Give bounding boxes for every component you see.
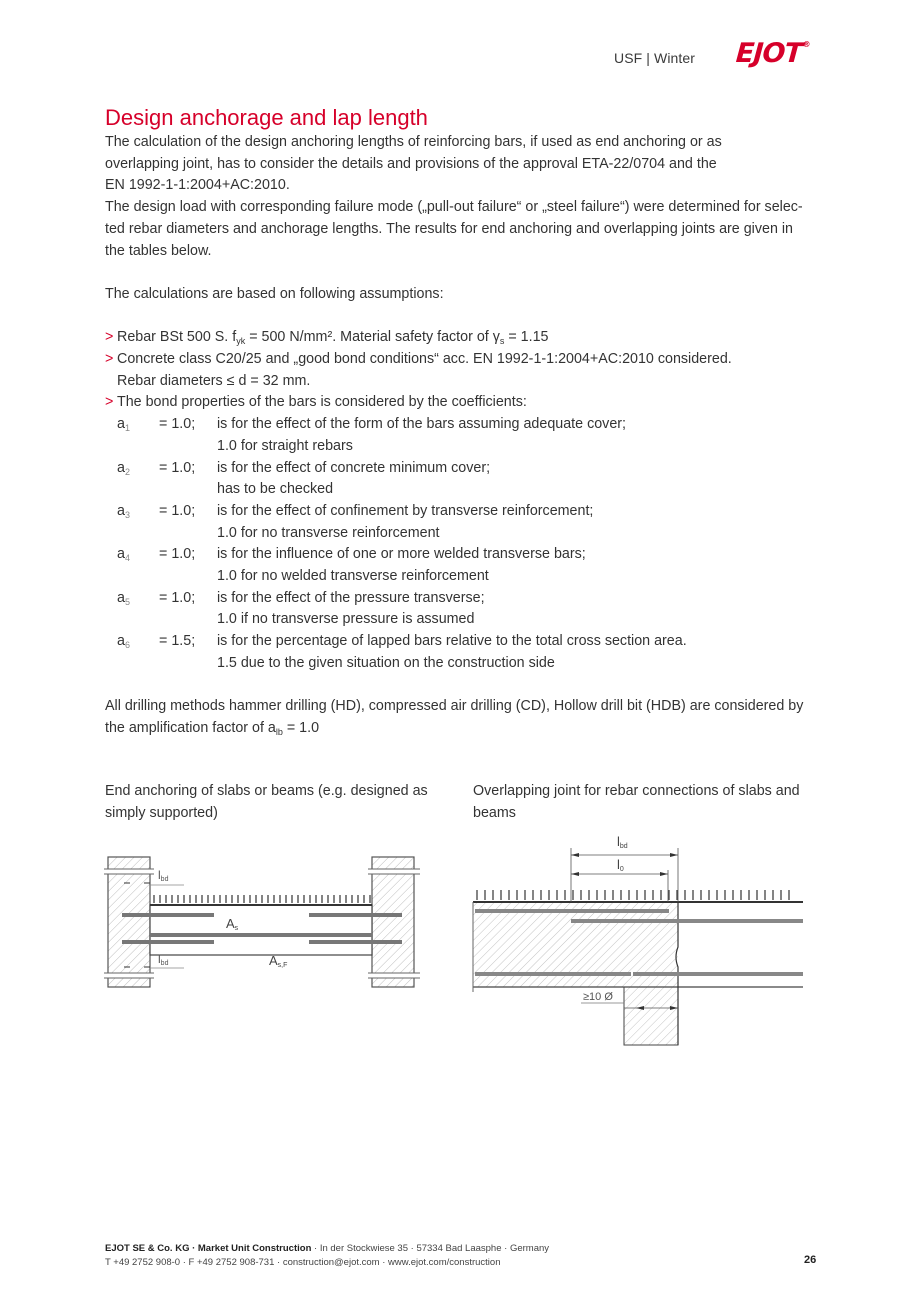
coefficient-value: = 1.0; [159,502,196,519]
bullet-marker-icon: > [105,351,114,367]
coefficient-value: = 1.0; [159,546,196,563]
bullet-marker-icon: > [105,394,114,411]
ejot-logo: EJOT® [734,38,810,69]
drilling-line: the amplification factor of $a_{lb} = 1.0$ [105,719,320,737]
coefficient-value: = 1.0; [159,416,196,433]
coefficient-description: is for the effect of the pressure transverse; 1.0 if no transverse pressure is assumed [217,589,485,628]
intro-line: overlapping joint, has to consider the details and provisions of the approval ETA-22/0704 and the [105,155,717,172]
footer-contact: T +49 2752 908-0 · F +49 2752 908-731 · construction@ejot.com · www.ejot.com/construction [105,1257,501,1268]
svg-text:As: As [226,916,239,932]
page-number: 26 [804,1254,817,1266]
coefficient-description: is for the influence of one or more welded transverse bars; 1.0 for no welded transverse reinforcement [217,546,586,585]
footer-company: EJOT SE & Co. KG · Market Unit Construction [105,1243,312,1254]
svg-text:lbd: lbd [617,834,628,850]
figure-captions [105,781,817,824]
svg-text:As,F: As,F [269,953,288,969]
coefficient-description: is for the effect of confinement by transverse reinforcement; 1.0 for no transverse reinforcement [217,502,594,541]
drilling-line: All drilling methods hammer drilling (HD), compressed air drilling (CD), Hollow drill bit (HDB) are considered by [105,698,804,715]
header-label: USF | Winter [614,50,696,66]
main-content [105,104,817,740]
right-caption: Overlapping joint for rebar connections of slabs and beams [473,783,800,821]
coefficient-description: is for the percentage of lapped bars relative to the total cross section area. 1.5 due to the given situation on the construction side [217,633,687,671]
intro-line: EN 1992-1-1:2004+AC:2010. [105,177,290,194]
left-caption: End anchoring of slabs or beams (e.g. designed as simply supported) [105,783,428,821]
coefficient-symbol: $a_5$ [117,589,130,607]
svg-text:l0: l0 [617,857,624,873]
coefficient-list [105,414,817,674]
intro-line: ted rebar diameters and anchorage lengths. The results for end anchoring and overlapping joints are given in [105,220,794,237]
coefficient-symbol: $a_2$ [117,459,130,477]
coefficient-symbol: $a_1$ [117,416,130,434]
end-anchoring-diagram [104,853,420,991]
coefficient-symbol: $a_4$ [117,546,130,564]
bullet-marker-icon: > [105,329,114,346]
coefficient-value: = 1.0; [159,589,196,606]
coefficient-symbol: $a_6$ [117,633,130,651]
bullet-concrete: > Concrete class C20/25 and „good bond conditions“ acc. EN 1992-1-1:2004+AC:2010 considered. Rebar diameters ≤ d = 32 mm. [105,351,732,389]
coefficient-description: is for the effect of concrete minimum cover; has to be checked [217,459,491,498]
coefficient-description: is for the effect of the form of the bars assuming adequate cover; 1.0 for straight rebars [217,416,627,454]
svg-text:lbd: lbd [158,868,169,883]
intro-line: The design load with corresponding failure mode („pull-out failure“ or „steel failure“) were determined for selec- [105,199,803,216]
intro-line: The calculation of the design anchoring lengths of reinforcing bars, if used as end anchoring or as [105,134,722,150]
footer [105,1242,549,1270]
footer-address: · In der Stockwiese 35 · 57334 Bad Laasphe · Germany [311,1243,550,1254]
bullet-rebar: > Rebar BSt 500 S. $f_{yk} = 500$ N/mm². Material safety factor of $\gamma_s = 1.15$ [105,327,817,349]
page-title: Design anchorage and lap length [105,105,428,130]
svg-text:lbd: lbd [158,952,169,967]
svg-text:≥10 Ø: ≥10 Ø [583,991,613,1003]
overlapping-joint-diagram [471,832,807,1048]
bullet-bond: > The bond properties of the bars is considered by the coefficients: [105,392,817,414]
intro-line: the tables below. [105,242,212,259]
coefficient-value: = 1.5; [159,633,196,650]
coefficient-symbol: $a_3$ [117,502,130,520]
coefficient-value: = 1.0; [159,459,196,476]
assumptions-intro: The calculations are based on following assumptions: [105,285,444,302]
